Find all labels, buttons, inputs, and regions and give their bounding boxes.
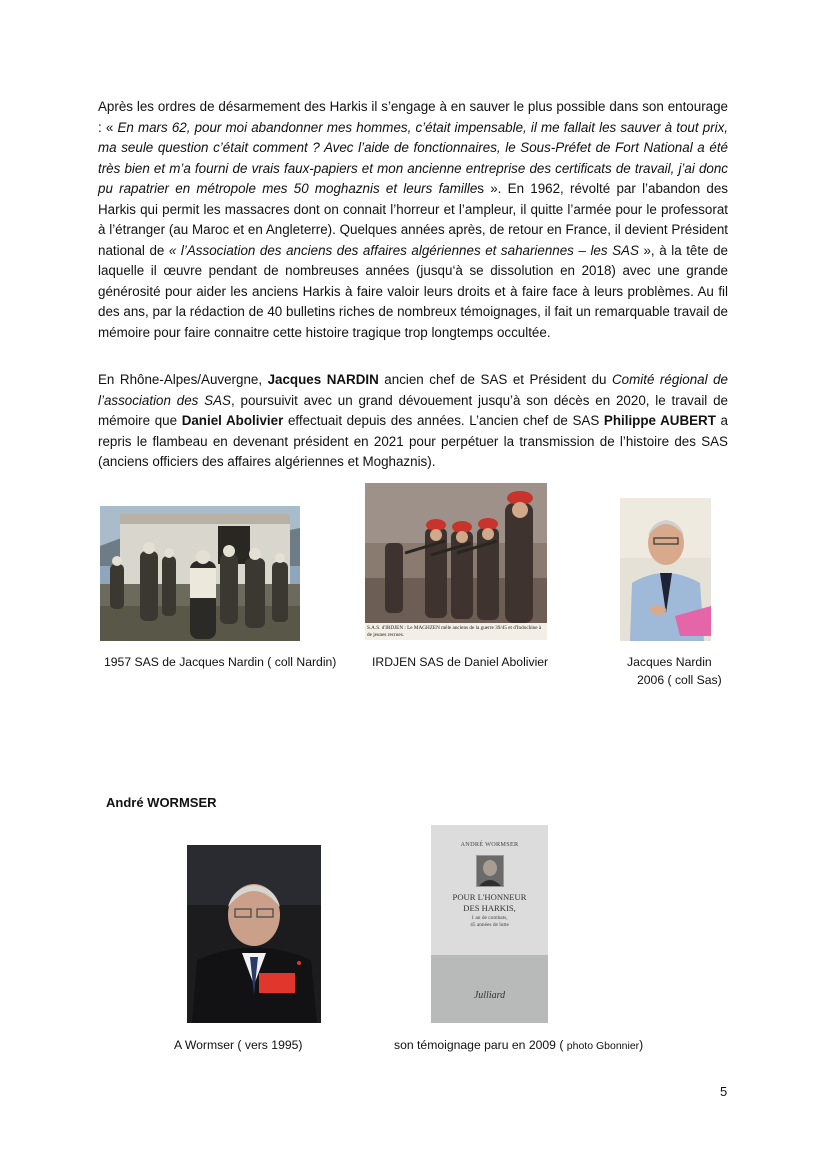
para2-text-5: a repris le flambeau en devenant président en 2021 pour perpétuer la transmission de l’histoire des SAS (anciens officiers des affaires algériennes et Moghaznis). — [98, 413, 728, 469]
para2-name-abolivier: Daniel Abolivier — [181, 413, 284, 428]
para2-text-2: ancien chef de SAS et Président du — [378, 372, 612, 387]
book-subtitle-line-1: 1 an de combats, — [471, 915, 508, 921]
book-subtitle-line-2: 45 années de lutte — [470, 922, 509, 928]
caption-photo-irdjen: IRDJEN SAS de Daniel Abolivier — [372, 655, 549, 669]
book-title-line-2: DES HARKIS, — [463, 903, 516, 913]
page-number: 5 — [720, 1084, 728, 1099]
book-author-photo — [476, 855, 504, 887]
para2-text-1: En Rhône-Alpes/Auvergne, — [98, 372, 268, 387]
para2-name-nardin: Jacques NARDIN — [267, 372, 379, 387]
para1-text-1: Après les ordres de désarmement des Harkis il s’engage à en sauver le plus possible dans son entourage : « — [98, 99, 728, 135]
photo-andre-wormser — [187, 845, 321, 1023]
caption-book-credit: photo Gbonnier — [566, 1040, 640, 1052]
para2-text-3: , poursuivit avec un grand dévouement jusqu’à son décès en 2020, le travail de mémoire que — [98, 392, 728, 428]
para2-name-aubert: Philippe AUBERT — [603, 413, 716, 428]
book-publisher: Julliard — [473, 990, 506, 1001]
photo-jacques-nardin — [620, 498, 711, 641]
caption-book-close: ) — [639, 1038, 644, 1052]
para1-association-name: « l’Association des anciens des affaires algériennes et sahariennes – les SAS — [168, 242, 639, 258]
caption-nardin-date: 2006 ( coll Sas) — [637, 673, 722, 687]
caption-book-text: son témoignage paru en 2009 ( — [394, 1038, 567, 1052]
para1-quote: En mars 62, pour moi abandonner mes hommes, c’était impensable, il me fallait les sauver à tout prix, ma seule question c’était comment ? Avec l’aide de fonctionnaires, le Sous-Préfet de Fort National a été très bien et m’a fourni de vrais faux-papiers et mon ancienne entreprise des certificats de travail, j’ai donc pu rapatrier en métropole mes 50 moghaznis et leurs famille — [98, 119, 729, 196]
paragraph-2 — [98, 370, 728, 473]
photo-irdjen-caption: S.A.S. d'IRDJEN : Le MAGHZEN mêle anciens de la guerre 39/45 et d'Indochine à de jeunes recrues. — [367, 625, 542, 638]
paragraph-1 — [98, 97, 728, 343]
photo-sas-1957 — [100, 506, 300, 641]
caption-photo-1957: 1957 SAS de Jacques Nardin ( coll Nardin) — [104, 655, 337, 669]
book-title-line-1: POUR L'HONNEUR — [452, 892, 527, 902]
para1-text-3: », à la tête de laquelle il œuvre pendant de nombreuses années (jusqu‘à se dissolution en 2018) avec une grande générosité pour aider les anciens Harkis à faire valoir leurs droits et à faire face à leurs problèmes. Au fil des ans, par la rédaction de 40 bulletins riches de nombreux témoignages, il fait un remarquable travail de mémoire pour faire connaitre cette histoire tragique trop longtemps occultée. — [98, 242, 728, 340]
caption-book — [394, 1036, 643, 1055]
caption-wormser-photo: A Wormser ( vers 1995) — [174, 1038, 303, 1052]
para2-committee: Comité régional de l’association des SAS — [98, 372, 728, 408]
caption-nardin-name: Jacques Nardin — [627, 655, 712, 669]
photo-book-cover — [431, 825, 548, 1023]
para2-text-4: effectuait depuis des années. L’ancien chef de SAS — [283, 413, 604, 428]
book-author: ANDRÉ WORMSER — [460, 841, 519, 848]
photo-irdjen — [365, 483, 547, 640]
book-lower-band — [431, 955, 548, 1023]
para1-text-2: s ». En 1962, révolté par l’abandon des Harkis qui permit les massacres dont on connait l’horreur et l’ampleur, il quitte l’armée pour le professorat à l’étranger (au Maroc et en Angleterre). Quelques années après, de retour en France, il devient Président national de — [98, 181, 728, 258]
section-heading-wormser: André WORMSER — [106, 795, 217, 810]
